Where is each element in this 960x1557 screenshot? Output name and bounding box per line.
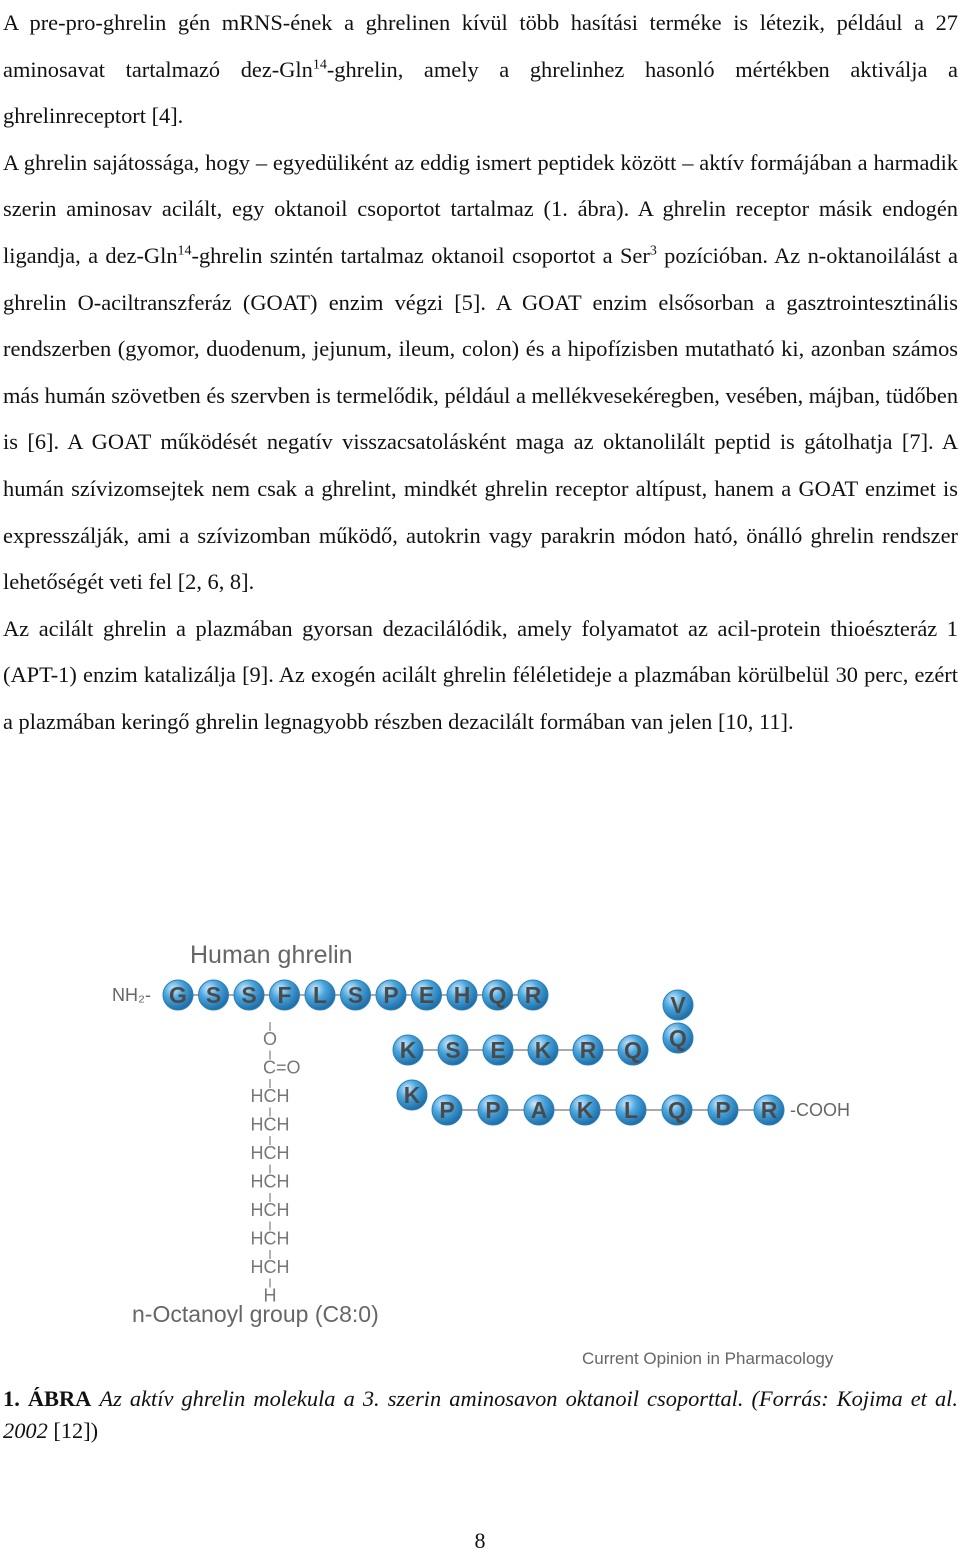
amino-acid-letter: H xyxy=(453,982,471,1008)
chain-group-9: H xyxy=(263,1285,277,1306)
amino-acid-letter: E xyxy=(418,982,435,1008)
amino-acid-bead-row3-2 xyxy=(524,1095,554,1125)
caption-text: Az aktív ghrelin molekula a 3. szerin aminosavon oktanoil csoporttal. (Forrás: Kojima et al. 2002 xyxy=(3,1386,959,1443)
amino-acid-bead-row3-0 xyxy=(432,1095,462,1125)
amino-acid-bead-row2-4 xyxy=(438,1035,468,1065)
chain-group-3: HCH xyxy=(250,1114,290,1135)
amino-acid-letter: R xyxy=(760,1097,778,1123)
chain-group-2: HCH xyxy=(250,1086,290,1106)
amino-acid-letter: P xyxy=(383,982,399,1008)
octanoyl-chain xyxy=(251,1022,301,1306)
amino-acid-bead-row3-7 xyxy=(754,1095,784,1125)
superscript: 14 xyxy=(312,57,327,73)
body-text xyxy=(3,0,958,746)
chain-group-5: HCH xyxy=(250,1171,290,1192)
paragraph-2 xyxy=(3,140,958,606)
amino-acid-bead-row2-5 xyxy=(393,1035,423,1065)
amino-acid-letter: Q xyxy=(669,1025,687,1051)
amino-acid-bead-row3-4 xyxy=(616,1095,646,1125)
amino-acid-bead-row1-8 xyxy=(447,980,477,1010)
caption-label: 1. ÁBRA xyxy=(3,1386,92,1411)
amino-acid-letter: V xyxy=(670,992,686,1018)
paragraph-1-text: A pre-pro-ghrelin gén mRNS-ének a ghrelinen kívül több hasítási terméke is létezik, például a 27 aminosavat tartalmazó dez-Gln xyxy=(3,10,958,82)
amino-acid-bead-row1-1 xyxy=(199,980,229,1010)
amino-acid-letter: S xyxy=(205,982,222,1008)
figure-caption xyxy=(3,1383,958,1447)
amino-acid-bead-turn2-0 xyxy=(397,1080,427,1110)
chain-group-6: HCH xyxy=(250,1200,290,1220)
paragraph-3-text: Az acilált ghrelin a plazmában gyorsan dezacilálódik, amely folyamatot az acil-protein thioészteráz 1 (APT-1) enzim katalizálja [9]. Az exogén acilált ghrelin féléletideje a plazmában körülbelül 30 perc, ezért a plazmában keringő ghrelin legnagyobb részben dezacilált formában van jelen [10, 11]. xyxy=(3,615,958,734)
amino-acid-letter: P xyxy=(715,1097,731,1123)
paragraph-1 xyxy=(3,0,958,140)
paragraph-1-text-cont: -ghrelin, amely a ghrelinhez hasonló mértékben aktiválja a ghrelinreceptort [4]. xyxy=(3,56,958,129)
amino-acid-bead-row1-7 xyxy=(412,980,442,1010)
chain-group-8: HCH xyxy=(250,1257,290,1277)
amino-acid-bead-row2-1 xyxy=(573,1035,603,1065)
superscript: 3 xyxy=(649,243,657,259)
amino-acid-letter: Q xyxy=(668,1097,686,1123)
page-number: 8 xyxy=(474,1528,486,1553)
amino-acid-letter: K xyxy=(399,1037,417,1063)
amino-acid-letter: S xyxy=(241,982,257,1008)
amino-acid-letter: K xyxy=(576,1097,594,1123)
superscript: 14 xyxy=(177,243,192,259)
amino-acid-bead-turn1-0 xyxy=(663,990,693,1020)
amino-acid-letter: R xyxy=(579,1037,597,1063)
amino-acid-letter: K xyxy=(534,1037,552,1063)
amino-acid-bead-row1-0 xyxy=(163,980,193,1010)
amino-acid-letter: G xyxy=(169,982,187,1008)
amino-acid-bead-row3-1 xyxy=(478,1095,508,1125)
paragraph-2-text-cont: -ghrelin szintén tartalmaz oktanoil csoportot a Ser xyxy=(191,242,650,268)
figure-title: Human ghrelin xyxy=(190,941,353,969)
amino-acid-bead-row3-6 xyxy=(708,1095,738,1125)
chain-group-4: HCH xyxy=(250,1143,290,1163)
chain-group-1: C=O xyxy=(263,1057,301,1078)
amino-acid-letter: L xyxy=(312,982,328,1008)
amino-acid-letter: Q xyxy=(624,1037,642,1063)
amino-acid-bead-row1-4 xyxy=(305,980,335,1010)
amino-acid-letter: P xyxy=(485,1097,501,1123)
amino-acid-letter: F xyxy=(277,982,292,1008)
source-credit: Current Opinion in Pharmacology xyxy=(582,1349,834,1368)
amino-acid-letter: R xyxy=(524,982,542,1008)
amino-acid-letter: A xyxy=(530,1097,548,1123)
c-terminus-label: -COOH xyxy=(790,1100,850,1120)
amino-acid-letter: Q xyxy=(488,982,507,1008)
caption-reference: [12]) xyxy=(47,1418,99,1443)
n-terminus-label: NH₂- xyxy=(112,985,151,1005)
amino-acid-bead-row3-5 xyxy=(662,1095,692,1125)
chain-group-0: O xyxy=(262,1029,278,1049)
amino-acid-bead-row1-2 xyxy=(234,980,264,1010)
amino-acid-letter: L xyxy=(623,1097,639,1123)
amino-acid-bead-row2-3 xyxy=(483,1035,513,1065)
amino-acid-bead-row1-6 xyxy=(376,980,406,1010)
amino-acid-bead-row2-0 xyxy=(618,1035,648,1065)
amino-acid-letter: S xyxy=(445,1037,461,1063)
amino-acid-bead-row1-3 xyxy=(270,980,300,1010)
ghrelin-structure-diagram xyxy=(100,930,900,1380)
amino-acid-letter: E xyxy=(490,1037,506,1063)
amino-acid-bead-turn1-1 xyxy=(663,1023,693,1053)
octanoyl-group-label: n-Octanoyl group (C8:0) xyxy=(132,1301,379,1327)
amino-acid-letter: S xyxy=(347,982,364,1008)
amino-acid-bead-row1-5 xyxy=(341,980,371,1010)
amino-acid-letter: P xyxy=(439,1097,455,1123)
amino-acid-bead-row3-3 xyxy=(570,1095,600,1125)
paragraph-2-text-end: pozícióban. Az n-oktanoilálást a ghrelin O-aciltranszferáz (GOAT) enzim végzi [5]. A GOAT enzim elsősorban a gasztrointesztinális rendszerben (gyomor, duodenum, jejunum, ileum, colon) és a hipofízisben mutatható ki, azonban számos más humán szövetben és szervben is termelődik, például a mellékvesekéregben, vesében, májban, tüdőben is [6]. A GOAT működését negatív visszacsatolásként maga az oktanolilált peptid is gátolhatja [7]. A humán szívizomsejtek nem csak a ghrelint, mindkét ghrelin receptor altípust, hanem a GOAT enzimet is expresszálják, ami a szívizomban működő, autokrin vagy parakrin módon ható, önálló ghrelin rendszer lehetőségét veti fel [2, 6, 8]. xyxy=(3,242,959,595)
amino-acid-bead-row1-10 xyxy=(518,980,548,1010)
paragraph-3 xyxy=(3,606,958,746)
paragraph-2-text: A ghrelin sajátossága, hogy – egyedüliként az eddig ismert peptidek között – aktív formájában a harmadik szerin aminosav acilált, egy oktanoil csoportot tartalmaz (1. ábra). A ghrelin receptor másik endogén ligandja, a dez-Gln xyxy=(3,149,958,268)
ghrelin-figure xyxy=(100,930,900,1380)
chain-group-7: HCH xyxy=(250,1228,290,1249)
amino-acid-bead-row2-2 xyxy=(528,1035,558,1065)
amino-acid-letter: K xyxy=(403,1082,421,1108)
amino-acid-bead-row1-9 xyxy=(483,980,513,1010)
